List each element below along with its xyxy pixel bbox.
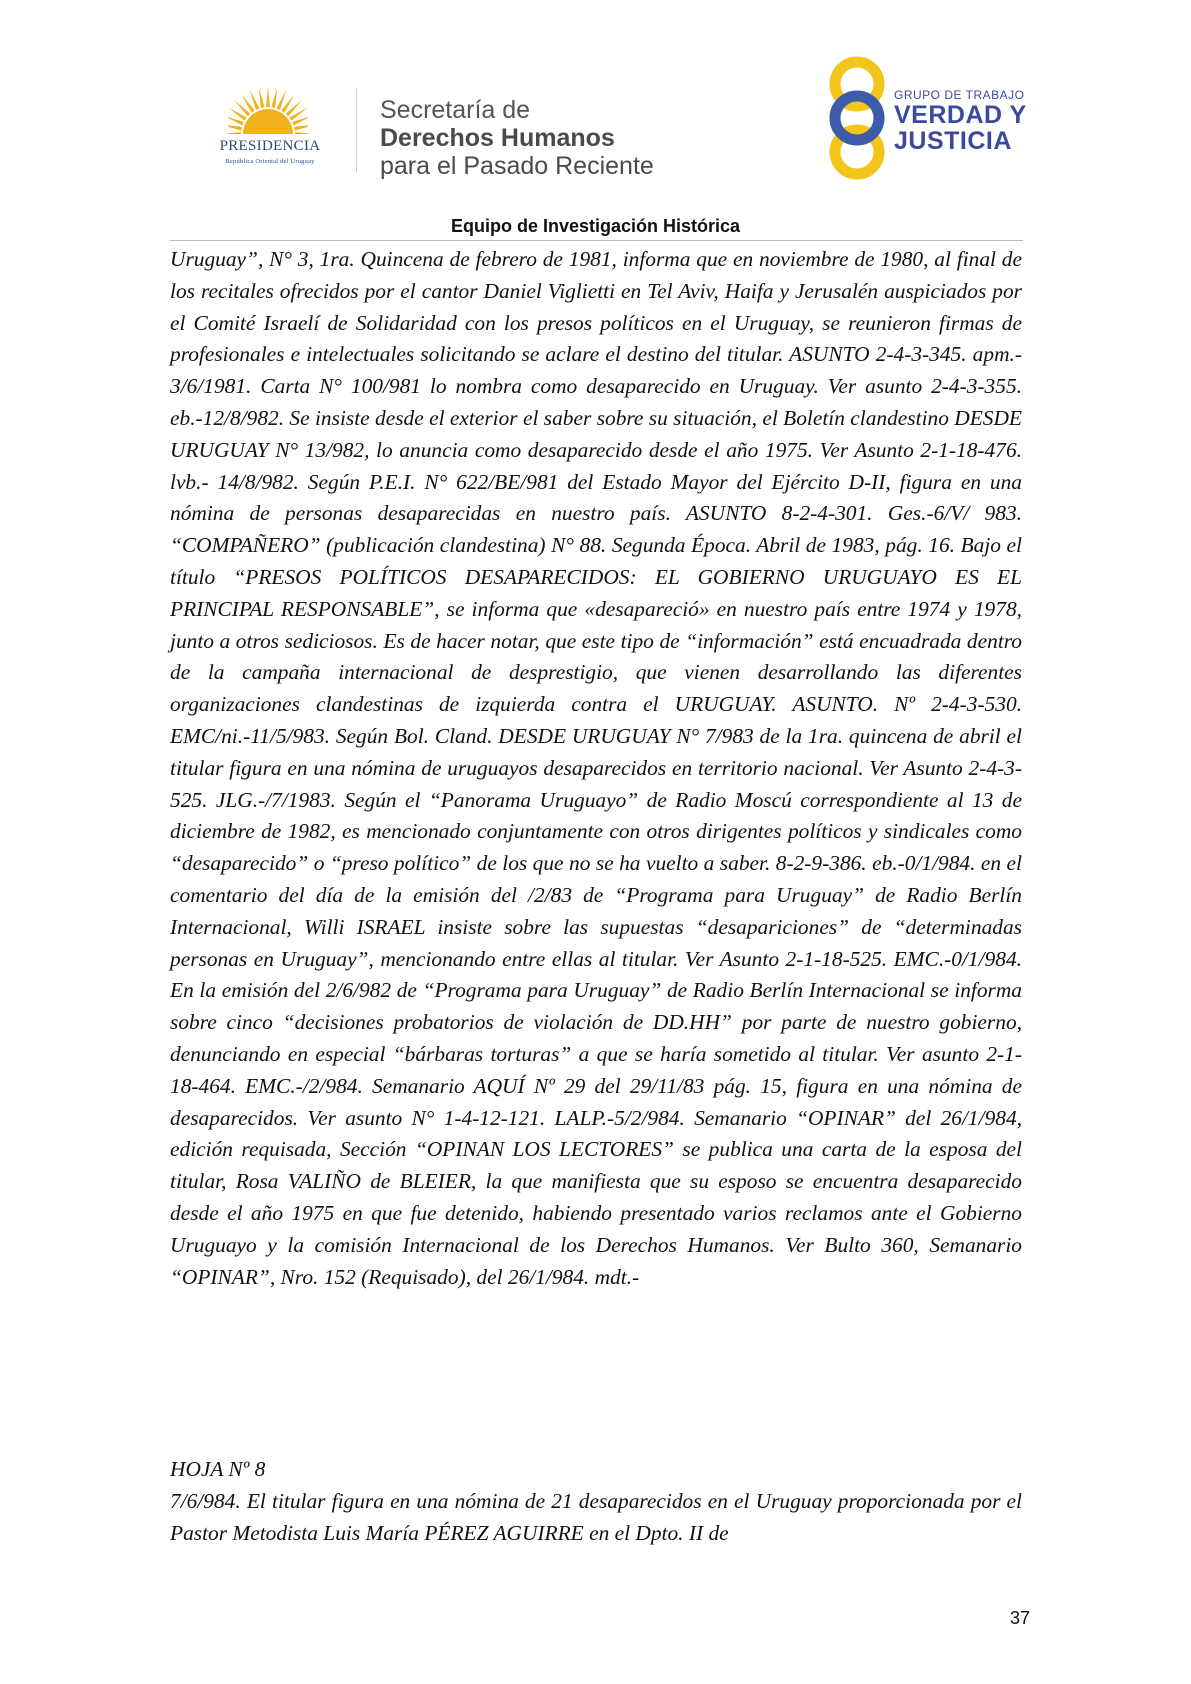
- sun-ray: [259, 87, 265, 108]
- presidencia-logo: [200, 84, 340, 174]
- sun-ray: [271, 87, 277, 108]
- verdad-justicia-rings-icon: [812, 56, 902, 180]
- header-divider: [356, 88, 357, 172]
- sun-ray: [228, 132, 241, 134]
- secretaria-line-1: Secretaría de: [380, 96, 531, 124]
- presidencia-name: PRESIDENCIA: [219, 138, 321, 154]
- header-rule: [170, 240, 1023, 241]
- body-paragraph-1: Uruguay”, N° 3, 1ra. Quincena de febrero de 1981, informa que en noviembre de 1980, al final de los recitales ofrecidos por el cantor Daniel Viglietti en Tel Aviv, Haifa y Jerusalén auspiciados por el Comité Israelí de Solidaridad con los presos políticos en el Uruguay, se reunieron firmas de profesionales e intelectuales solicitando se aclare el destino del titular. ASUNTO 2-4-3-345. apm.- 3/6/1981. Carta N° 100/981 lo nombra como desaparecido en Uruguay. Ver asunto 2-4-3-355. eb.-12/8/982. Se insiste desde el exterior el saber sobre su situación, el Boletín clandestino DESDE URUGUAY N° 13/982, lo anuncia como desaparecido desde el año 1975. Ver Asunto 2-1-18-476. lvb.- 14/8/982. Según P.E.I. N° 622/BE/981 del Estado Mayor del Ejército D-II, figura en una nómina de personas desaparecidas en nuestro país. ASUNTO 8-2-4-301. Ges.-6/V/ 983. “COMPAÑERO” (publicación clandestina) N° 88. Segunda Época. Abril de 1983, pág. 16. Bajo el título “PRESOS POLÍTICOS DESAPARECIDOS: EL GOBIERNO URUGUAYO ES EL PRINCIPAL RESPONSABLE”, se informa que «desapareció» en nuestro país entre 1974 y 1978, junto a otros sediciosos. Es de hacer notar, que este tipo de “información” está encuadrada dentro de la campaña internacional de desprestigio, que vienen desarrollando las diferentes organizaciones clandestinas de izquierda contra el URUGUAY. ASUNTO. Nº 2-4-3-530. EMC/ni.-11/5/983. Según Bol. Cland. DESDE URUGUAY N° 7/983 de la 1ra. quincena de abril el titular figura en una nómina de uruguayos desaparecidos en territorio nacional. Ver Asunto 2-4-3-525. JLG.-/7/1983. Según el “Panorama Uruguayo” de Radio Moscú correspondiente al 13 de diciembre de 1982, es mencionado conjuntamente con otros dirigentes políticos y sindicales como “desaparecido” o “preso político” de los que no se ha vuelto a saber. 8-2-9-386. eb.-0/1/984. en el comentario del día de la emisión del /2/83 de “Programa para Uruguay” de Radio Berlín Internacional, Willi ISRAEL insiste sobre las supuestas “desapariciones” de “determinadas personas en Uruguay”, mencionando entre ellas al titular. Ver Asunto 2-1-18-525. EMC.-0/1/984. En la emisión del 2/6/982 de “Programa para Uruguay” de Radio Berlín Internacional se informa sobre cinco “decisiones probatorios de violación de DD.HH” por parte de nuestro gobierno, denunciando en especial “bárbaras torturas” a que se haría sometido al titular. Ver asunto 2-1-18-464. EMC.-/2/984. Semanario AQUÍ Nº 29 del 29/11/83 pág. 15, figura en una nómina de desaparecidos. Ver asunto N° 1-4-12-121. LALP.-5/2/984. Semanario “OPINAR” del 26/1/984, edición requisada, Sección “OPINAN LOS LECTORES” se publica una carta de la esposa del titular, Rosa VALIÑO de BLEIER, la que manifiesta que su esposo se encuentra desaparecido desde el año 1975 en que fue detenido, habiendo presentado varios reclamos ante el Gobierno Uruguayo y la comisión Internacional de los Derechos Humanos. Ver Bulto 360, Semanario “OPINAR”, Nro. 152 (Requisado), del 26/1/984. mdt.-: [170, 247, 1022, 1289]
- secretaria-logo-text: [380, 96, 654, 180]
- page-number: 37: [1009, 1608, 1030, 1628]
- sun-icon: [228, 84, 308, 134]
- hoja-heading: HOJA Nº 8: [170, 1457, 266, 1481]
- sun-ray: [228, 125, 242, 131]
- grupo-line-1: GRUPO DE TRABAJO: [894, 88, 1025, 102]
- sun-ray: [295, 132, 308, 134]
- secretaria-line-3: para el Pasado Reciente: [380, 152, 654, 180]
- page-header: [0, 0, 1191, 215]
- presidencia-subtitle: República Oriental del Uruguay: [225, 158, 315, 165]
- sun-ray: [294, 125, 308, 131]
- team-title: Equipo de Investigación Histórica: [450, 216, 741, 236]
- body-paragraph-2: 7/6/984. El titular figura en una nómina de 21 desaparecidos en el Uruguay proporcionada por el Pastor Metodista Luis María PÉREZ AGUIRRE en el Dpto. II de: [170, 1489, 1022, 1545]
- grupo-line-2: VERDAD Y: [894, 101, 1027, 129]
- sun-ray: [266, 86, 270, 107]
- secretaria-line-2: Derechos Humanos: [380, 124, 615, 152]
- verdad-justicia-text: [894, 88, 1027, 154]
- grupo-line-3: JUSTICIA: [894, 127, 1012, 155]
